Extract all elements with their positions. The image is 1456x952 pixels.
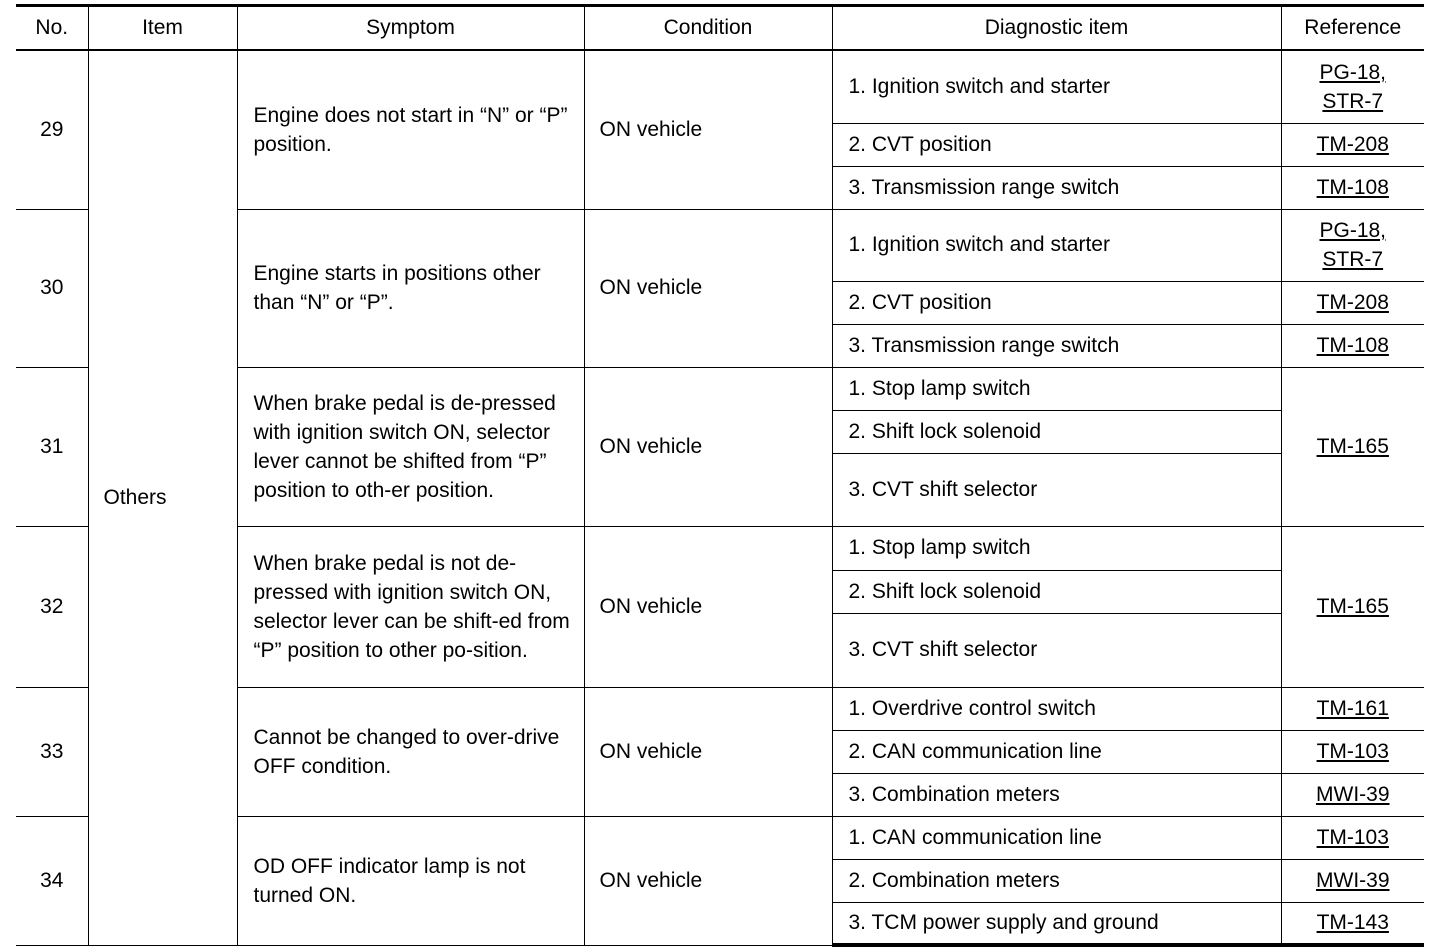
diagnostic-item: 2. Shift lock solenoid bbox=[832, 410, 1281, 453]
diagnostic-item: 3. Transmission range switch bbox=[832, 324, 1281, 367]
diagnostic-item: 2. Combination meters bbox=[832, 859, 1281, 902]
reference-link[interactable]: TM-108 bbox=[1316, 334, 1389, 357]
condition-cell: ON vehicle bbox=[584, 816, 832, 945]
symptom-cell: When brake pedal is de-pressed with ignition switch ON, selector lever cannot be shifted from “P” position to oth-er position. bbox=[237, 367, 584, 526]
diagnostic-item: 2. CVT position bbox=[832, 123, 1281, 166]
row-number: 34 bbox=[16, 816, 88, 945]
diagnostic-item: 2. Shift lock solenoid bbox=[832, 570, 1281, 613]
header-condition: Condition bbox=[584, 6, 832, 51]
diagnostic-item: 1. Overdrive control switch bbox=[832, 687, 1281, 730]
symptom-cell: Engine starts in positions other than “N” or “P”. bbox=[237, 209, 584, 367]
diagnosis-table bbox=[16, 4, 1424, 947]
header-row bbox=[16, 6, 1424, 51]
reference-link[interactable]: TM-103 bbox=[1316, 740, 1389, 763]
diagnostic-item: 3. Combination meters bbox=[832, 773, 1281, 816]
reference-cell bbox=[1281, 123, 1424, 166]
diagnostic-item: 3. Transmission range switch bbox=[832, 166, 1281, 209]
item-group-cell: Others bbox=[88, 50, 237, 945]
reference-link[interactable]: TM-165 bbox=[1316, 595, 1389, 618]
reference-link[interactable]: PG-18, bbox=[1319, 60, 1387, 84]
reference-cell bbox=[1281, 687, 1424, 730]
reference-cell bbox=[1281, 209, 1424, 281]
header-no: No. bbox=[16, 6, 88, 51]
condition-cell: ON vehicle bbox=[584, 50, 832, 209]
header-reference: Reference bbox=[1281, 6, 1424, 51]
reference-link[interactable]: STR-7 bbox=[1322, 248, 1384, 271]
diagnostic-item: 2. CVT position bbox=[832, 281, 1281, 324]
reference-cell bbox=[1281, 816, 1424, 859]
reference-link[interactable]: TM-143 bbox=[1316, 911, 1389, 935]
reference-cell bbox=[1281, 281, 1424, 324]
reference-link[interactable]: MWI-39 bbox=[1316, 869, 1390, 892]
reference-link[interactable]: TM-108 bbox=[1316, 176, 1389, 199]
row-number: 33 bbox=[16, 687, 88, 816]
condition-cell: ON vehicle bbox=[584, 367, 832, 526]
diagnostic-item: 1. CAN communication line bbox=[832, 816, 1281, 859]
reference-link[interactable]: MWI-39 bbox=[1316, 783, 1390, 806]
header-symptom: Symptom bbox=[237, 6, 584, 51]
symptom-cell: OD OFF indicator lamp is not turned ON. bbox=[237, 816, 584, 945]
diagnostic-item: 3. CVT shift selector bbox=[832, 453, 1281, 526]
reference-cell bbox=[1281, 367, 1424, 526]
reference-cell bbox=[1281, 166, 1424, 209]
row-number: 29 bbox=[16, 50, 88, 209]
diagnostic-item: 2. CAN communication line bbox=[832, 730, 1281, 773]
symptom-cell: Cannot be changed to over-drive OFF condition. bbox=[237, 687, 584, 816]
reference-cell bbox=[1281, 902, 1424, 945]
symptom-cell: Engine does not start in “N” or “P” position. bbox=[237, 50, 584, 209]
row-number: 30 bbox=[16, 209, 88, 367]
condition-cell: ON vehicle bbox=[584, 687, 832, 816]
reference-link[interactable]: PG-18, bbox=[1319, 219, 1387, 242]
header-item: Item bbox=[88, 6, 237, 51]
reference-link[interactable]: TM-208 bbox=[1316, 291, 1389, 314]
reference-link[interactable]: TM-161 bbox=[1316, 697, 1389, 720]
reference-link[interactable]: TM-103 bbox=[1316, 826, 1389, 849]
row-number: 31 bbox=[16, 367, 88, 526]
diagnostic-item: 1. Ignition switch and starter bbox=[832, 209, 1281, 281]
reference-cell bbox=[1281, 859, 1424, 902]
reference-link[interactable]: STR-7 bbox=[1322, 89, 1384, 113]
reference-cell bbox=[1281, 526, 1424, 687]
condition-cell: ON vehicle bbox=[584, 526, 832, 687]
symptom-cell: When brake pedal is not de-pressed with ignition switch ON, selector lever can be shift-ed from “P” position to other po-sition. bbox=[237, 526, 584, 687]
diagnostic-item: 3. CVT shift selector bbox=[832, 613, 1281, 687]
condition-cell: ON vehicle bbox=[584, 209, 832, 367]
diagnostic-item: 1. Ignition switch and starter bbox=[832, 50, 1281, 123]
reference-cell bbox=[1281, 324, 1424, 367]
diagnostic-item: 1. Stop lamp switch bbox=[832, 526, 1281, 570]
reference-cell bbox=[1281, 50, 1424, 123]
diagnostic-item: 1. Stop lamp switch bbox=[832, 367, 1281, 410]
reference-link[interactable]: TM-165 bbox=[1316, 435, 1389, 458]
diagnostic-item: 3. TCM power supply and ground bbox=[832, 902, 1281, 945]
reference-link[interactable]: TM-208 bbox=[1316, 133, 1389, 156]
reference-cell bbox=[1281, 730, 1424, 773]
reference-cell bbox=[1281, 773, 1424, 816]
row-number: 32 bbox=[16, 526, 88, 687]
table-row bbox=[16, 50, 1424, 123]
header-diagnostic-item: Diagnostic item bbox=[832, 6, 1281, 51]
